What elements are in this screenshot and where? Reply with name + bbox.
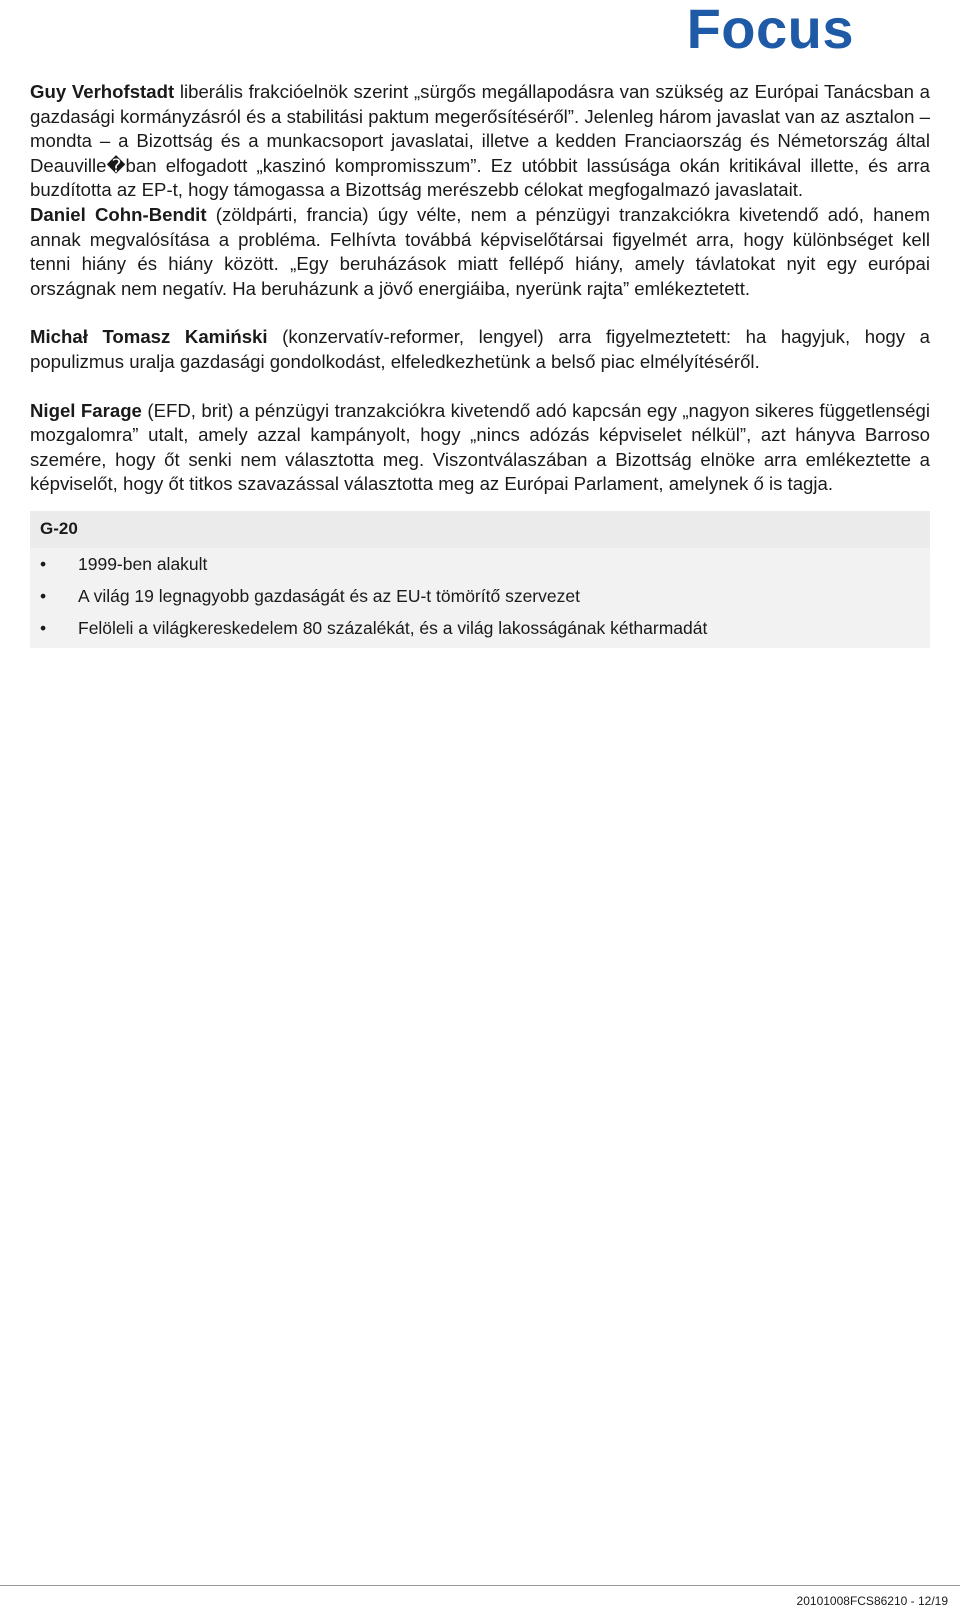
list-item-text: A világ 19 legnagyobb gazdaságát és az EU-t tömörítő szervezet: [78, 585, 580, 606]
bullet-icon: •: [40, 553, 47, 574]
speaker-name: Michał Tomasz Kamiński: [30, 326, 268, 348]
document-reference: 20101008FCS86210 - 12/19: [796, 1594, 948, 1608]
section-title: Focus: [686, 0, 854, 60]
paragraph-text: (konzervatív-reformer, lengyel) arra figyelmeztetett: ha hagyjuk, hogy a populizmus uralja gazdasági gondolkodást, elfeledkezhetünk a belső piac elmélyítéséről.: [30, 326, 930, 372]
paragraph-spacer: [30, 375, 930, 399]
box-title: G-20: [30, 511, 930, 548]
list-item: [30, 548, 930, 580]
article-body: [30, 80, 930, 648]
speaker-name: Nigel Farage: [30, 399, 142, 421]
paragraph-verhofstadt: [30, 80, 930, 203]
speaker-name: Guy Verhofstadt: [30, 81, 175, 102]
bullet-icon: •: [40, 617, 47, 638]
paragraph-text: (zöldpárti, francia) úgy vélte, nem a pénzügyi tranzakciókra kivetendő adó, hanem annak megvalósítása a probléma. Felhívta továbbá képviselőtársai figyelmét arra, hogy különbséget kell tenni hiány és hiány között. „Egy beruházások miatt fellépő hiány, amely távlatokat nyit egy európai országnak nem negatív. Ha beruházunk a jövő energiáiba, nyerünk rajta” emlékeztetett.: [30, 203, 930, 299]
list-item-text: Felöleli a világkereskedelem 80 százalékát, és a világ lakosságának kétharmadát: [78, 617, 708, 638]
paragraph-text: liberális frakcióelnök szerint „sürgős megállapodásra van szükség az Európai Tanácsban a gazdasági kormányzásról és a stabilitási paktum megerősítéséről”. Jelenleg három javaslat van az asztalon – mondta – a Bizottság és a munkacsoport javaslatai, illetve a kedden Franciaország és Németország által Deauville�ban elfogadott „kaszinó kompromisszum”. Ez utóbbit lassúsága okán kritikával illette, és arra buzdította az EP-t, hogy támogassa a Bizottság merészebb célokat megfogalmazó javaslatait.: [30, 81, 930, 201]
list-item-text: 1999-ben alakult: [78, 553, 208, 574]
footer-divider: [0, 1585, 960, 1586]
paragraph-spacer: [30, 301, 930, 325]
paragraph-cohn-bendit: [30, 203, 930, 301]
g20-info-box: [30, 511, 930, 648]
paragraph-kaminski: [30, 325, 930, 374]
list-item: [30, 612, 930, 644]
list-item: [30, 580, 930, 612]
paragraph-text: (EFD, brit) a pénzügyi tranzakciókra kivetendő adó kapcsán egy „nagyon sikeres függetlenségi mozgalomra” utalt, amely azzal kampányolt, hogy „nincs adózás képviselet nélkül”, azt hányva Barroso szemére, hogy őt senki nem választotta meg. Viszontválaszában a Bizottság elnöke arra emlékeztette a képviselőt, hogy őt titkos szavazással választotta meg az Európai Parlament, amelynek ő is tagja.: [30, 399, 930, 495]
paragraph-farage: [30, 399, 930, 497]
speaker-name: Daniel Cohn-Bendit: [30, 203, 207, 225]
box-list: [30, 548, 930, 644]
bullet-icon: •: [40, 585, 47, 606]
